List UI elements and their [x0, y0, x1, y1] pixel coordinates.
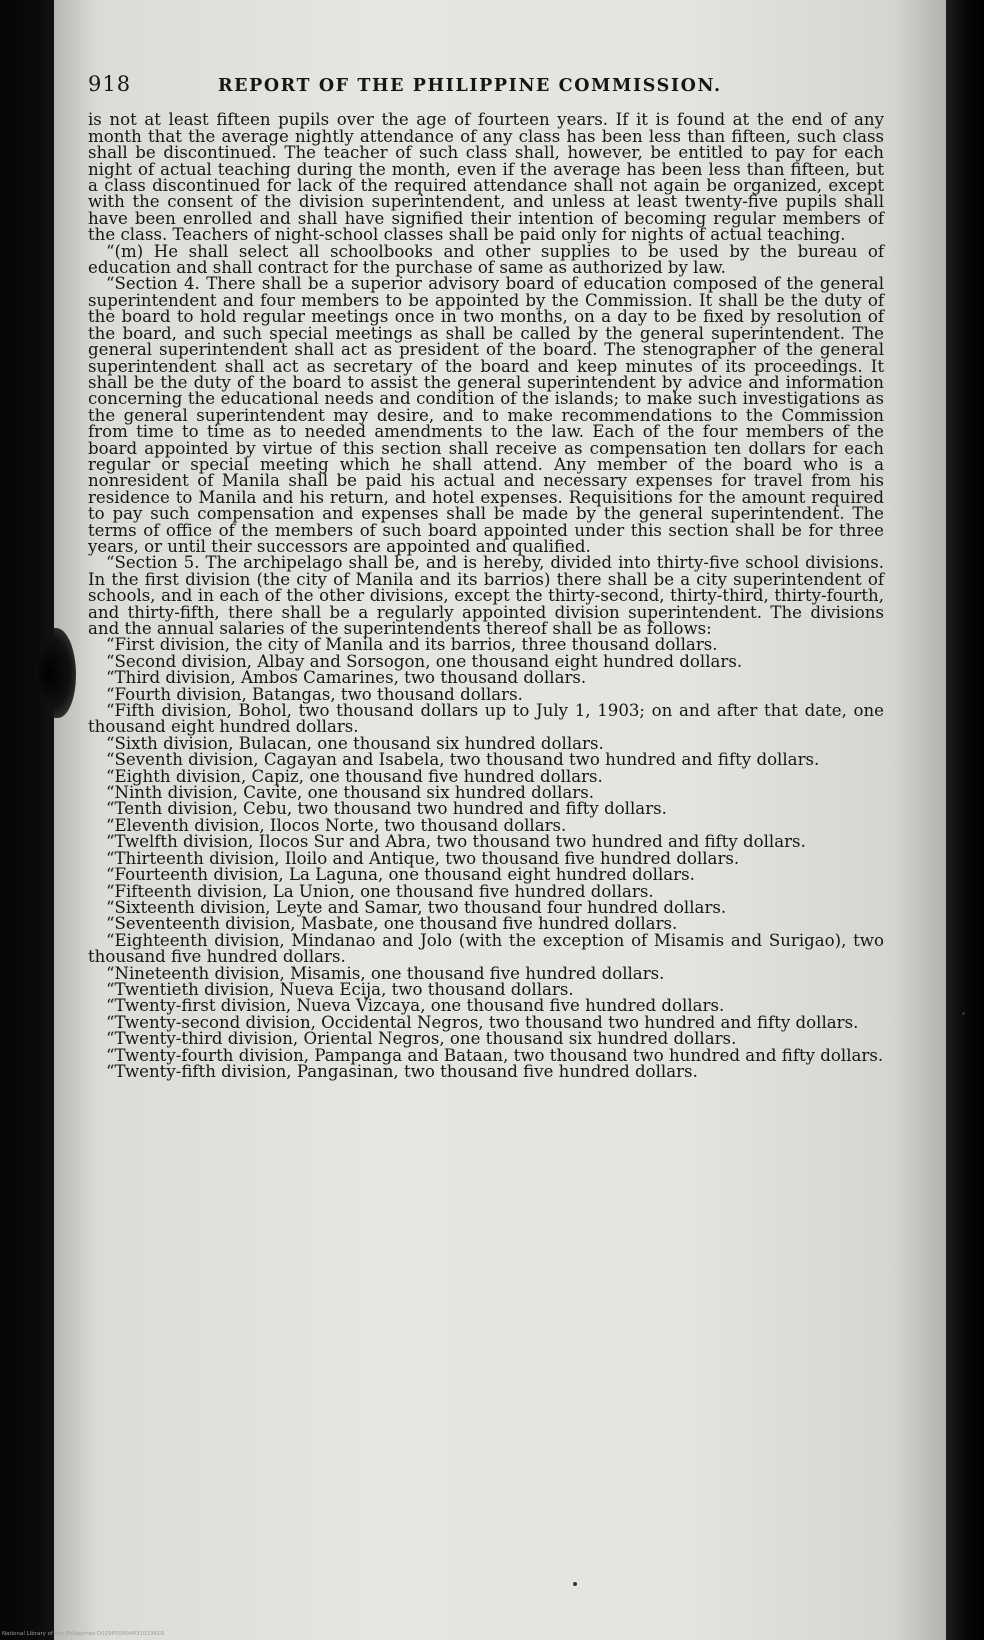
paragraph: is not at least fifteen pupils over the age of fourteen years. If it is found at the end of any month that the average nightly attendance of any class has been less than fifteen, such class shall be discontinued. The teacher of such class shall, however, be entitled to pay for each night of actual teaching during the month, even if the average has been less than fifteen, but a class discontinued for lack of the required attendance shall not again be organized, except with the consent of the division superintendent, and unless at least twenty-five pupils shall have been enrolled and shall have signified their intention of becoming regular members of the class. Teachers of night-school classes shall be paid only for nights of actual teaching. [88, 110, 884, 245]
division-item: “Twentieth division, Nueva Ecija, two thousand dollars. [106, 979, 574, 999]
scan-border-right [946, 0, 984, 1640]
division-item: “Twenty-first division, Nueva Vizcaya, one thousand five hundred dollars. [106, 996, 725, 1016]
division-item: “Thirteenth division, Iloilo and Antique, two thousand five hundred dollars. [106, 848, 740, 868]
scan-thumb-shadow [38, 628, 76, 718]
division-item: “First division, the city of Manila and its barrios, three thousand dollars. [106, 635, 718, 655]
page-number: 918 [88, 72, 132, 96]
division-item: “Fourth division, Batangas, two thousand dollars. [106, 684, 523, 704]
division-item: “Twelfth division, Ilocos Sur and Abra, two thousand two hundred and fifty dollars. [106, 832, 806, 852]
division-item: “Eighth division, Capiz, one thousand five hundred dollars. [106, 766, 603, 786]
paragraph: “Section 4. There shall be a superior advisory board of education composed of the general superintendent and four members to be appointed by the Commission. It shall be the duty of the board to hold regular meetings once in two months, on a day to be fixed by resolution of the board, and such special meetings as shall be called by the general superintendent. The general superintendent shall act as president of the board. The stenographer of the general superintendent shall act as secretary of the board and keep minutes of its proceedings. It shall be the duty of the board to assist the general superintendent by advice and information concerning the educational needs and condition of the islands; to make such investigations as the general superintendent may desire, and to make recommendations to the Commission from time to time as to needed amendments to the law. Each of the four members of the board appointed by virtue of this section shall receive as compensation ten dollars for each regular or special meeting which he shall attend. Any member of the board who is a nonresident of Manila shall be paid his actual and necessary expenses for travel from his residence to Manila and his return, and hotel expenses. Requisitions for the amount required to pay such compensation and expenses shall be made by the general superintendent. The terms of office of the members of such board appointed under this section shall be for three years, or until their successors are appointed and qualified. [88, 274, 884, 556]
division-item: “Fourteenth division, La Laguna, one thousand eight hundred dollars. [106, 865, 695, 885]
page-header [88, 72, 884, 96]
division-item: “Twenty-fifth division, Pangasinan, two thousand five hundred dollars. [106, 1061, 698, 1081]
running-head: REPORT OF THE PHILIPPINE COMMISSION. [218, 76, 722, 96]
scan-speck [962, 1012, 965, 1015]
scan-border-left [0, 0, 54, 1640]
division-item: “Fifth division, Bohol, two thousand dollars up to July 1, 1903; on and after that date, one thousand eight hundred dollars. [88, 701, 884, 737]
division-item: “Eleventh division, Ilocos Norte, two thousand dollars. [106, 815, 567, 835]
paragraph: “Section 5. The archipelago shall be, and is hereby, divided into thirty-five school divisions. In the first division (the city of Manila and its barrios) there shall be a city superintendent of schools, and in each of the other divisions, except the thirty-second, thirty-third, thirty-fourth, and thirty-fifth, there shall be a regularly appointed division superintendent. The divisions and the annual salaries of the superintendents thereof shall be as follows: [88, 553, 884, 638]
division-item: “Eighteenth division, Mindanao and Jolo (with the exception of Misamis and Surigao), two thousand five hundred dollars. [88, 930, 884, 967]
division-item: “Third division, Ambos Camarines, two thousand dollars. [106, 668, 587, 688]
division-list [88, 637, 884, 1080]
division-item: “Nineteenth division, Misamis, one thousand five hundred dollars. [106, 963, 665, 983]
division-item: “Sixteenth division, Leyte and Samar, two thousand four hundred dollars. [106, 897, 727, 917]
division-item: “Seventeenth division, Masbate, one thousand five hundred dollars. [106, 914, 678, 934]
scan-credit: National Library of the Philippines D029P0000483102361R [2, 1631, 165, 1637]
division-item: “Fifteenth division, La Union, one thousand five hundred dollars. [106, 881, 654, 901]
division-item: “Sixth division, Bulacan, one thousand six hundred dollars. [106, 733, 604, 753]
paragraph: “(m) He shall select all schoolbooks and other supplies to be used by the bureau of education and shall contract for the purchase of same as authorized by law. [88, 241, 884, 278]
division-item: “Twenty-second division, Occidental Negros, two thousand two hundred and fifty dollars. [106, 1012, 859, 1032]
page-content [88, 72, 884, 1081]
division-item: “Second division, Albay and Sorsogon, one thousand eight hundred dollars. [106, 651, 743, 671]
division-item: “Tenth division, Cebu, two thousand two hundred and fifty dollars. [106, 799, 667, 819]
division-item: “Twenty-fourth division, Pampanga and Bataan, two thousand two hundred and fifty dollars. [106, 1045, 884, 1065]
division-item: “Seventh division, Cagayan and Isabela, two thousand two hundred and fifty dollars. [106, 750, 820, 770]
division-item: “Twenty-third division, Oriental Negros, one thousand six hundred dollars. [106, 1029, 737, 1049]
scan-speck [573, 1582, 577, 1586]
division-item: “Ninth division, Cavite, one thousand six hundred dollars. [106, 783, 595, 803]
